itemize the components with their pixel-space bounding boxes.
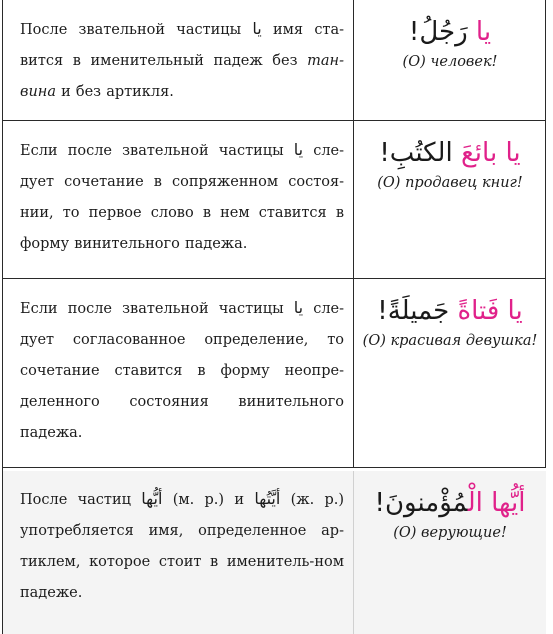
arabic-particle: أيَّتُها — [254, 489, 281, 508]
rule-part: и без артикля. — [61, 84, 174, 100]
arabic-example — [379, 135, 520, 171]
rule-part: После звательной частицы — [20, 22, 242, 38]
row-divider — [2, 278, 546, 279]
row-divider — [2, 467, 546, 468]
table-border-left — [2, 0, 3, 634]
rule-part: имя ста-вится в именительный падеж без — [20, 22, 345, 69]
table-row — [2, 471, 546, 634]
arabic-particle: يا — [293, 298, 304, 317]
rule-part: Если после звательной частицы — [20, 143, 284, 159]
arabic-example — [409, 14, 491, 50]
table-row — [2, 0, 546, 120]
arabic-particle: أيُّها — [141, 489, 163, 508]
vocative-particle: أيُّها الْ — [467, 488, 526, 518]
example-translation: (О) человек! — [402, 54, 498, 70]
example-translation: (О) красивая девушка! — [362, 333, 538, 349]
gender-note: (ж. р.) — [290, 492, 345, 508]
rule-text — [2, 0, 354, 120]
rule-text — [2, 279, 354, 467]
vocative-phrase: يا فَتاةً — [457, 296, 523, 326]
arabic-noun: رَجُلُ! — [408, 17, 468, 47]
rule-part: После частиц — [20, 492, 131, 508]
example-cell — [354, 121, 546, 278]
gender-note: (м. р.) и — [172, 492, 245, 508]
column-divider — [353, 0, 354, 467]
rule-text — [2, 471, 354, 634]
example-cell — [354, 279, 546, 467]
arabic-particle: يا — [293, 140, 304, 159]
row-divider — [2, 120, 546, 121]
vocative-particle: يا — [475, 17, 492, 47]
table-row — [2, 121, 546, 278]
table-border-right — [545, 0, 546, 467]
arabic-example — [377, 293, 522, 329]
example-cell — [354, 0, 546, 120]
example-cell — [354, 471, 546, 634]
arabic-example — [375, 485, 526, 521]
term-tanwin: тан-вина — [20, 53, 344, 100]
table-row — [2, 279, 546, 467]
vocative-phrase: يا بائعَ — [460, 138, 521, 168]
arabic-noun: الكتُبِ! — [379, 138, 453, 168]
column-divider — [353, 471, 354, 634]
example-translation: (О) продавец книг! — [377, 175, 523, 191]
rule-part: употребляется имя, определенное ар-тиклем, которое стоит в именитель-ном падеже. — [20, 523, 344, 601]
rule-text — [2, 121, 354, 278]
rule-part: Если после звательной частицы — [20, 301, 284, 317]
arabic-particle: يا — [252, 19, 262, 38]
rule-part: сле-дует сочетание в сопряженном состоя-нии, то первое слово в нем ставится в форму винительного падежа. — [20, 143, 345, 252]
example-translation: (О) верующие! — [393, 525, 507, 541]
arabic-noun: مُؤْمنونَ! — [374, 488, 468, 518]
arabic-adjective: جَميلَةً! — [377, 296, 450, 326]
rule-part: сле-дует согласованное определение, то сочетание ставится в форму неопре-деленного состояния винительного падежа. — [20, 301, 345, 441]
